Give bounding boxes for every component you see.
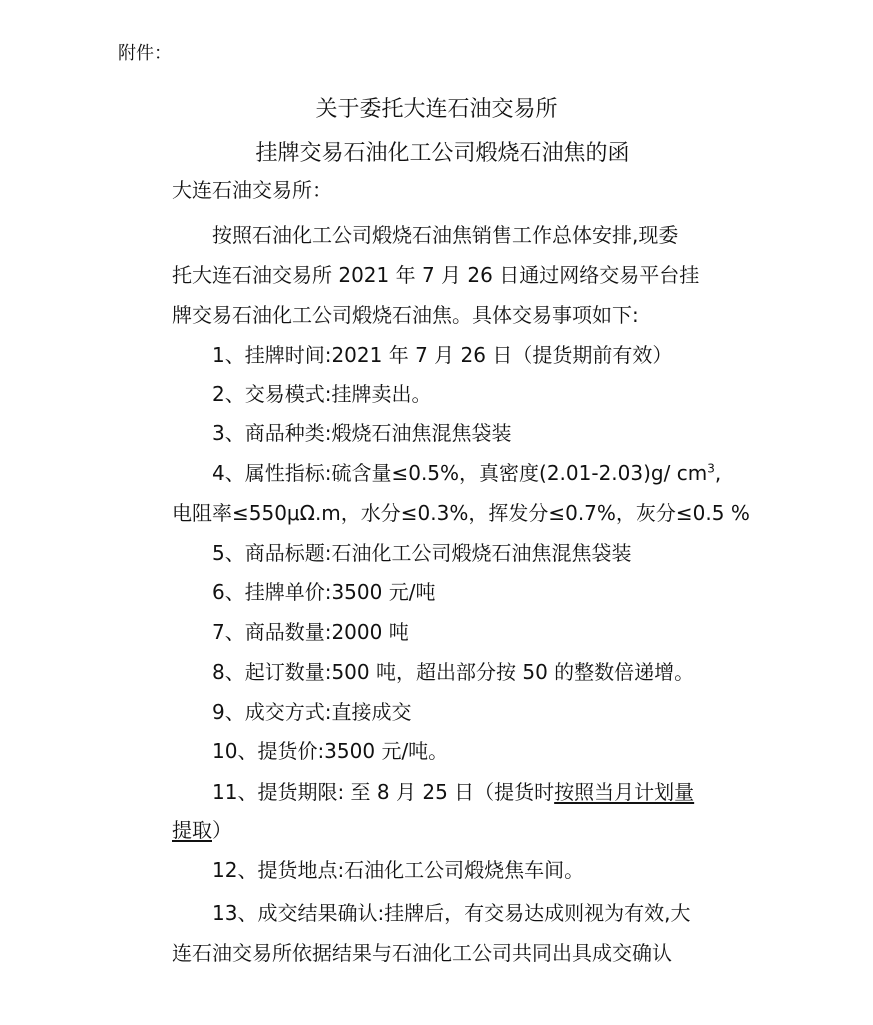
item-11-close: ） bbox=[212, 818, 232, 842]
document-title-line1: 关于委托大连石油交易所 bbox=[315, 97, 558, 122]
item-10: 10、提货价:3500 元/吨。 bbox=[212, 739, 449, 763]
item-4-tail: , bbox=[714, 461, 722, 485]
item-8: 8、起订数量:500 吨，超出部分按 50 的整数倍递增。 bbox=[212, 660, 695, 684]
item-4-text: 4、属性指标:硫含量≤0.5%，真密度(2.01-2.03)g/ cm bbox=[212, 461, 708, 485]
intro-line2: 托大连石油交易所 2021 年 7 月 26 日通过网络交易平台挂 bbox=[172, 263, 700, 287]
item-9: 9、成交方式:直接成交 bbox=[212, 700, 412, 724]
item-11-line2 bbox=[172, 816, 232, 844]
item-11-text: 11、提货期限: 至 8 月 25 日（提货时 bbox=[212, 780, 555, 804]
item-7: 7、商品数量:2000 吨 bbox=[212, 620, 409, 644]
item-11-underlined: 按照当月计划量 bbox=[554, 780, 695, 804]
item-11-line1 bbox=[212, 778, 694, 806]
attachment-label: 附件： bbox=[118, 43, 172, 64]
item-6: 6、挂牌单价:3500 元/吨 bbox=[212, 580, 436, 604]
item-13-line1: 13、成交结果确认:挂牌后，有交易达成则视为有效,大 bbox=[212, 901, 691, 925]
item-3: 3、商品种类:煅烧石油焦混焦袋装 bbox=[212, 421, 512, 445]
item-4-superscript: 3 bbox=[707, 461, 715, 476]
item-13-line2: 连石油交易所依据结果与石油化工公司共同出具成交确认 bbox=[172, 941, 672, 965]
intro-line1: 按照石油化工公司煅烧石油焦销售工作总体安排,现委 bbox=[212, 223, 679, 247]
item-12: 12、提货地点:石油化工公司煅烧焦车间。 bbox=[212, 858, 585, 882]
item-4-line1 bbox=[212, 459, 721, 487]
document-title-line2: 挂牌交易石油化工公司煅烧石油焦的函 bbox=[255, 141, 630, 166]
salutation: 大连石油交易所： bbox=[172, 178, 332, 202]
item-5: 5、商品标题:石油化工公司煅烧石油焦混焦袋装 bbox=[212, 541, 632, 565]
item-2: 2、交易模式:挂牌卖出。 bbox=[212, 382, 432, 406]
item-1: 1、挂牌时间:2021 年 7 月 26 日（提货期前有效） bbox=[212, 343, 673, 367]
item-11-underlined-cont: 提取 bbox=[172, 818, 212, 842]
intro-line3: 牌交易石油化工公司煅烧石油焦。具体交易事项如下: bbox=[172, 303, 639, 327]
item-4-line2: 电阻率≤550μΩ.m，水分≤0.3%，挥发分≤0.7%，灰分≤0.5 % bbox=[172, 501, 750, 525]
